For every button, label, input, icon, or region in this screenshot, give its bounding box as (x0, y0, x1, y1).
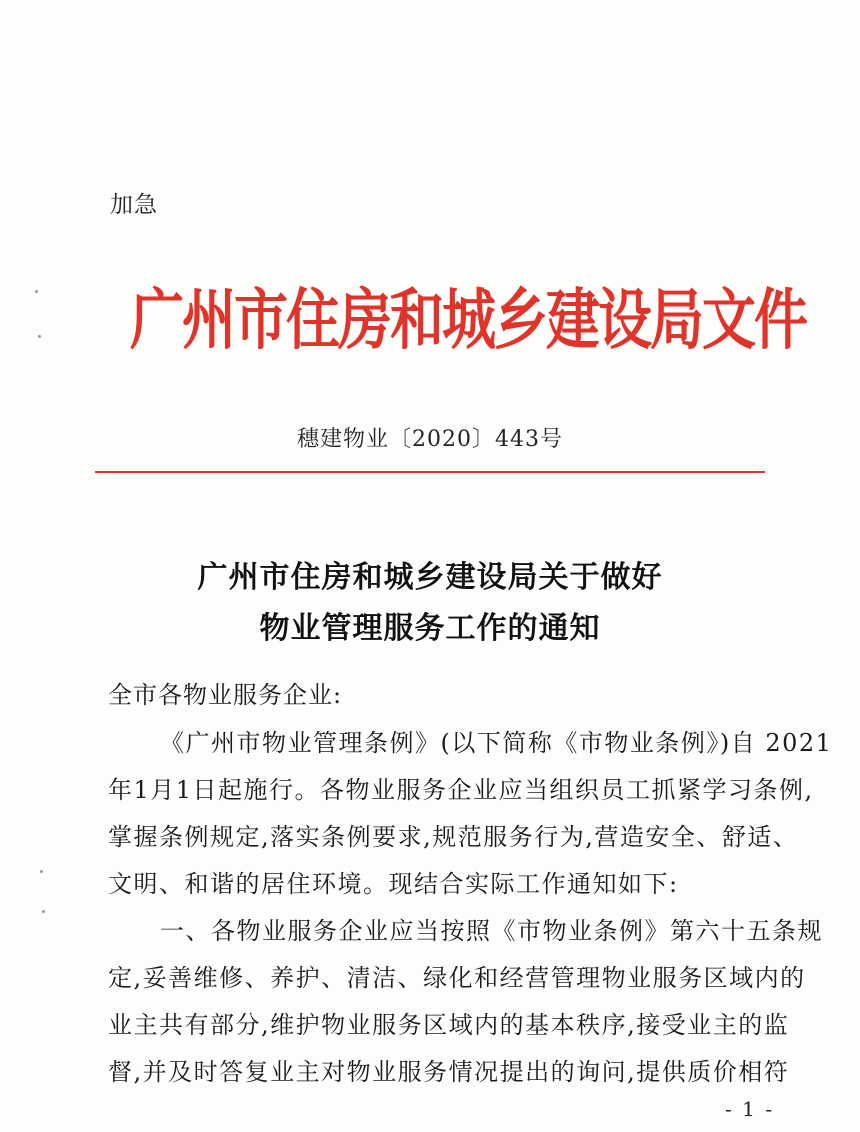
body-text-line: 文明、和谐的居住环境。现结合实际工作通知如下: (108, 870, 679, 898)
document-number: 穗建物业〔2020〕443号 (297, 427, 563, 452)
body-text-line: 督,并及时答复业主对物业服务情况提出的询问,提供质价相符 (108, 1058, 790, 1086)
red-separator-line (95, 471, 765, 473)
body-text-line: 掌握条例规定,落实条例要求,规范服务行为,营造安全、舒适、 (108, 823, 799, 851)
scan-speck (40, 870, 43, 873)
body-text-line: 年1月1日起施行。各物业服务企业应当组织员工抓紧学习条例, (108, 776, 814, 804)
scan-speck (35, 290, 38, 293)
body-text-line: 一、各物业服务企业应当按照《市物业条例》第六十五条规 (160, 917, 823, 945)
notice-title-line-2: 物业管理服务工作的通知 (259, 611, 601, 646)
page-number: - 1 - (725, 1097, 774, 1121)
body-text-line: 业主共有部分,维护物业服务区域内的基本秩序,接受业主的监 (108, 1011, 790, 1039)
body-text-line: 定,妥善维修、养护、清洁、绿化和经营管理物业服务区域内的 (108, 964, 806, 992)
addressee: 全市各物业服务企业: (108, 681, 343, 709)
scan-speck (42, 910, 45, 913)
body-text-line: 《广州市物业管理条例》(以下简称《市物业条例》)自 2021 (160, 729, 833, 757)
scan-speck (38, 335, 41, 338)
notice-title-line-1: 广州市住房和城乡建设局关于做好 (197, 560, 663, 595)
document-masthead: 广州市住房和城乡建设局文件 (130, 280, 806, 359)
urgency-mark: 加急 (110, 192, 158, 218)
